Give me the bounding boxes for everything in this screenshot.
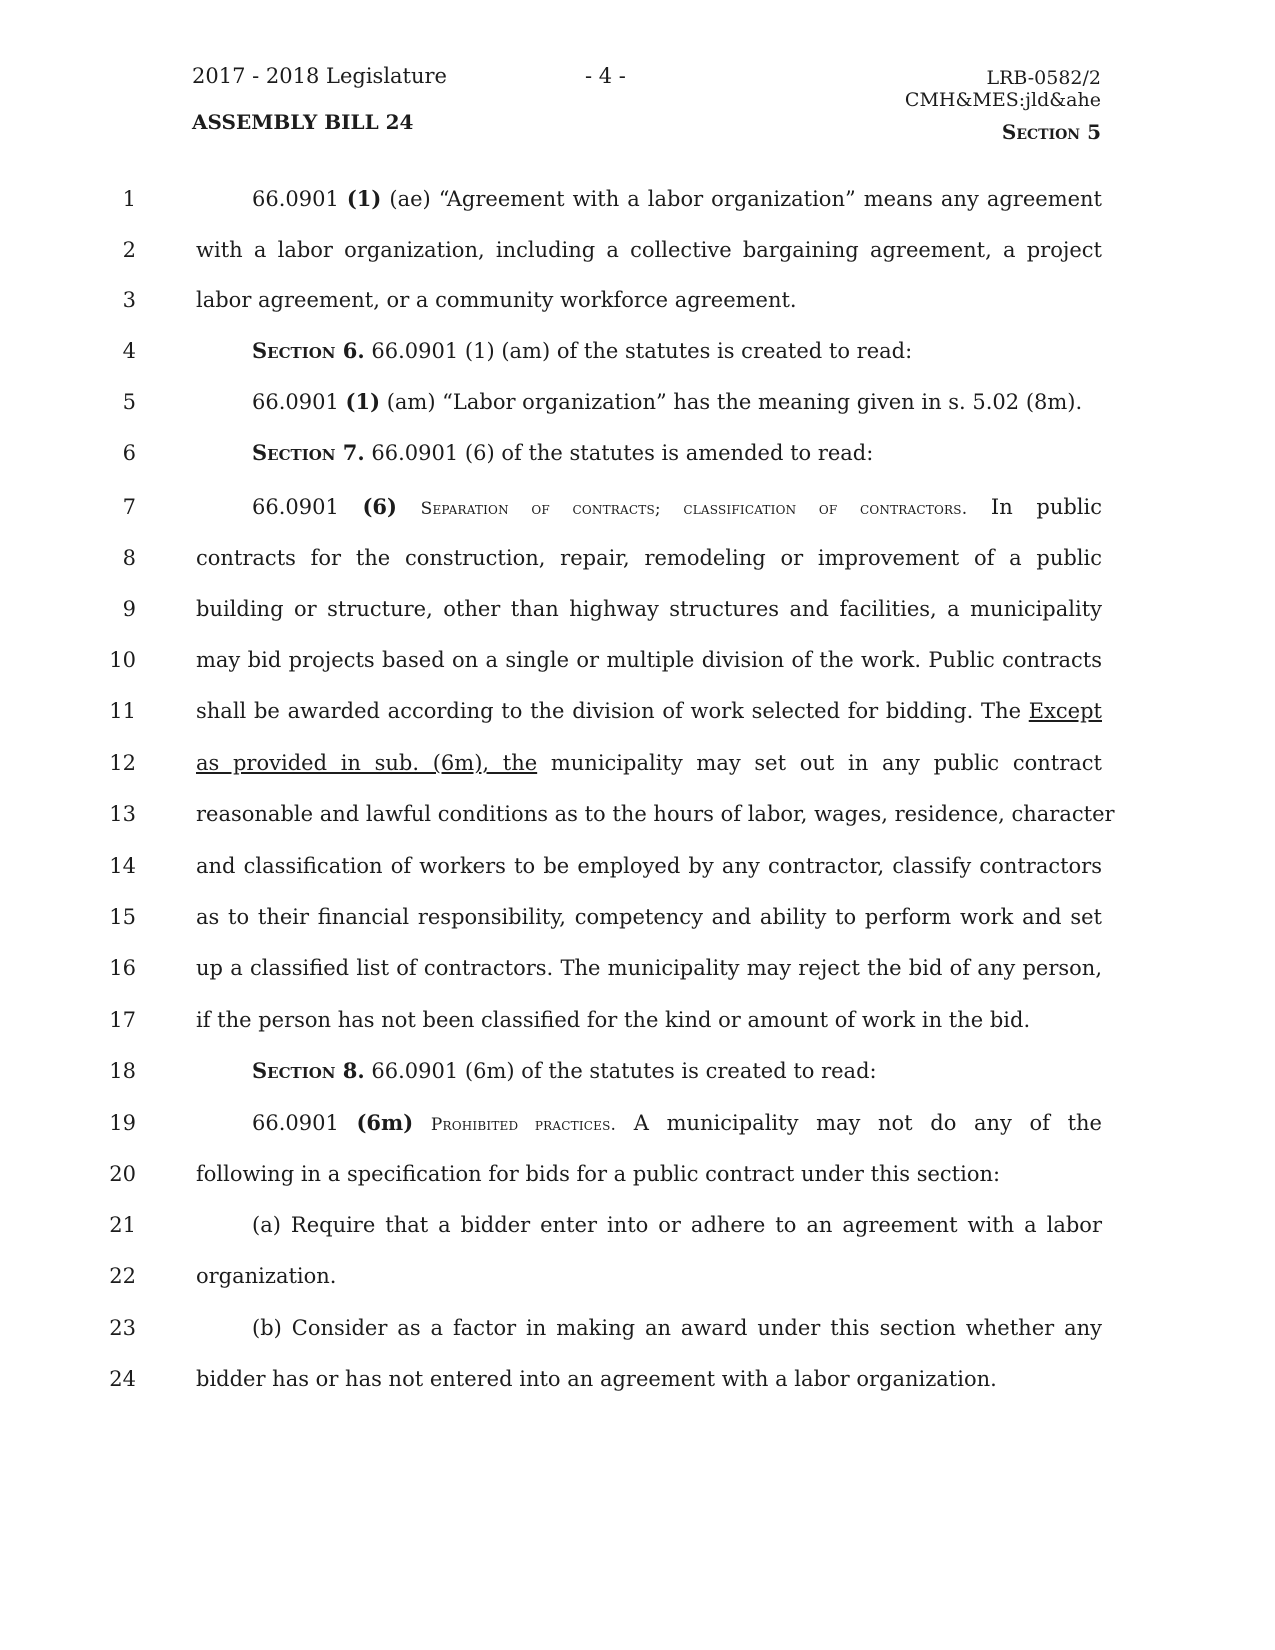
line-content: (am) “Labor organization” has the meaning given in s. 5.02 (8m). — [380, 390, 1083, 414]
subsection-ref: (1) — [346, 186, 382, 211]
line-text: (a) Require that a bidder enter into or adhere to an agreement with a labor — [252, 1213, 1102, 1237]
line-number: 24 — [109, 1367, 136, 1391]
line-number: 21 — [109, 1213, 136, 1237]
line-text — [196, 748, 1102, 778]
text-line — [0, 1210, 1275, 1240]
bill-title: ASSEMBLY BILL 24 — [192, 110, 414, 134]
header-section-number: 5 — [1087, 120, 1101, 144]
line-number: 16 — [109, 956, 136, 980]
lrb-number: LRB-0582/2 — [986, 67, 1101, 89]
header-section-prefix: Section — [1001, 120, 1081, 144]
section-heading: Section 6. — [252, 338, 365, 363]
line-text — [252, 438, 1102, 468]
line-text — [252, 387, 1102, 417]
line-number: 2 — [122, 238, 136, 262]
page-number: - 4 - — [585, 64, 626, 88]
line-number: 19 — [109, 1111, 136, 1135]
section-heading: Section 7. — [252, 440, 365, 465]
inserted-text: as provided in sub. (6m), the — [196, 751, 538, 775]
line-text — [252, 1108, 1102, 1140]
subsection-title: Prohibited practices. — [430, 1115, 617, 1135]
text-line — [0, 1056, 1275, 1086]
line-number: 23 — [109, 1316, 136, 1340]
text-line — [0, 953, 1275, 983]
line-text — [252, 492, 1102, 524]
text-line — [0, 1261, 1275, 1291]
line-content: shall be awarded according to the division of work selected for bidding. The — [196, 699, 1029, 723]
line-number: 13 — [109, 802, 136, 826]
text-line — [0, 285, 1275, 315]
line-number: 7 — [122, 495, 136, 519]
statute-number: 66.0901 — [252, 187, 339, 211]
text-line — [0, 235, 1275, 265]
line-text: if the person has not been classified for the kind or amount of work in the bid. — [196, 1008, 1031, 1032]
line-text — [196, 696, 1102, 726]
line-number: 20 — [109, 1162, 136, 1186]
inserted-text: Except — [1028, 699, 1102, 723]
line-text: with a labor organization, including a collective bargaining agreement, a project — [196, 238, 1102, 262]
line-number: 4 — [122, 339, 136, 363]
line-content: 66.0901 (6) of the statutes is amended to read: — [364, 441, 874, 465]
line-number: 10 — [109, 648, 136, 672]
line-text: contracts for the construction, repair, remodeling or improvement of a public — [196, 546, 1102, 570]
text-line — [0, 1005, 1275, 1035]
line-text: bidder has or has not entered into an agreement with a labor organization. — [196, 1367, 997, 1391]
line-number: 9 — [122, 597, 136, 621]
line-text: organization. — [196, 1264, 337, 1288]
line-number: 3 — [122, 288, 136, 312]
text-line — [0, 1159, 1275, 1189]
line-content: 66.0901 (6m) of the statutes is created to read: — [364, 1059, 877, 1083]
line-number: 6 — [122, 441, 136, 465]
statute-number: 66.0901 — [252, 1111, 339, 1135]
text-line — [0, 492, 1275, 522]
section-heading: Section 8. — [252, 1058, 365, 1083]
text-line — [0, 336, 1275, 366]
drafter-initials: CMH&MES:jld&ahe — [904, 89, 1101, 111]
subsection-ref: (6m) — [356, 1110, 414, 1135]
text-line — [0, 645, 1275, 675]
line-number: 22 — [109, 1264, 136, 1288]
line-content: A municipality may not do any of the — [616, 1111, 1102, 1135]
line-text: and classification of workers to be employed by any contractor, classify contractors — [196, 854, 1102, 878]
line-text — [252, 184, 1102, 214]
line-number: 18 — [109, 1059, 136, 1083]
line-number: 14 — [109, 854, 136, 878]
text-line — [0, 1364, 1275, 1394]
line-text: up a classified list of contractors. The municipality may reject the bid of any person, — [196, 956, 1102, 980]
line-text: as to their financial responsibility, competency and ability to perform work and set — [196, 905, 1102, 929]
line-number: 1 — [122, 187, 136, 211]
line-number: 15 — [109, 905, 136, 929]
line-text: reasonable and lawful conditions as to the hours of labor, wages, residence, character — [196, 802, 1115, 826]
line-text — [252, 1056, 1102, 1086]
text-line — [0, 748, 1275, 778]
line-text: building or structure, other than highway structures and facilities, a municipality — [196, 597, 1102, 621]
text-line — [0, 799, 1275, 829]
line-number: 11 — [109, 699, 136, 723]
line-text — [252, 336, 1102, 366]
lrb-code — [905, 67, 1101, 111]
line-text: may bid projects based on a single or multiple division of the work. Public contracts — [196, 648, 1102, 672]
text-line — [0, 543, 1275, 573]
line-content: municipality may set out in any public contract — [537, 751, 1102, 775]
text-line — [0, 902, 1275, 932]
text-line — [0, 387, 1275, 417]
legislature-label: 2017 - 2018 Legislature — [192, 64, 447, 88]
text-line — [0, 696, 1275, 726]
line-text: labor agreement, or a community workforce agreement. — [196, 288, 797, 312]
line-content: In public — [967, 495, 1102, 519]
line-number: 5 — [122, 390, 136, 414]
text-line — [0, 438, 1275, 468]
line-number: 12 — [109, 751, 136, 775]
subsection-ref: (6) — [362, 494, 397, 519]
subsection-title: Separation of contracts; classification of contractors. — [420, 499, 968, 519]
line-number: 8 — [122, 546, 136, 570]
line-text: (b) Consider as a factor in making an award under this section whether any — [252, 1316, 1102, 1340]
header-section — [1002, 120, 1101, 144]
text-line — [0, 851, 1275, 881]
text-line — [0, 594, 1275, 624]
subsection-ref: (1) — [345, 389, 381, 414]
line-content: (ae) “Agreement with a labor organization” means any agreement — [381, 187, 1102, 211]
statute-number: 66.0901 — [252, 390, 339, 414]
text-line — [0, 1313, 1275, 1343]
line-number: 17 — [109, 1008, 136, 1032]
line-content: 66.0901 (1) (am) of the statutes is created to read: — [364, 339, 913, 363]
statute-number: 66.0901 — [252, 495, 339, 519]
text-line — [0, 184, 1275, 214]
line-text: following in a specification for bids for a public contract under this section: — [196, 1162, 1001, 1186]
text-line — [0, 1108, 1275, 1138]
